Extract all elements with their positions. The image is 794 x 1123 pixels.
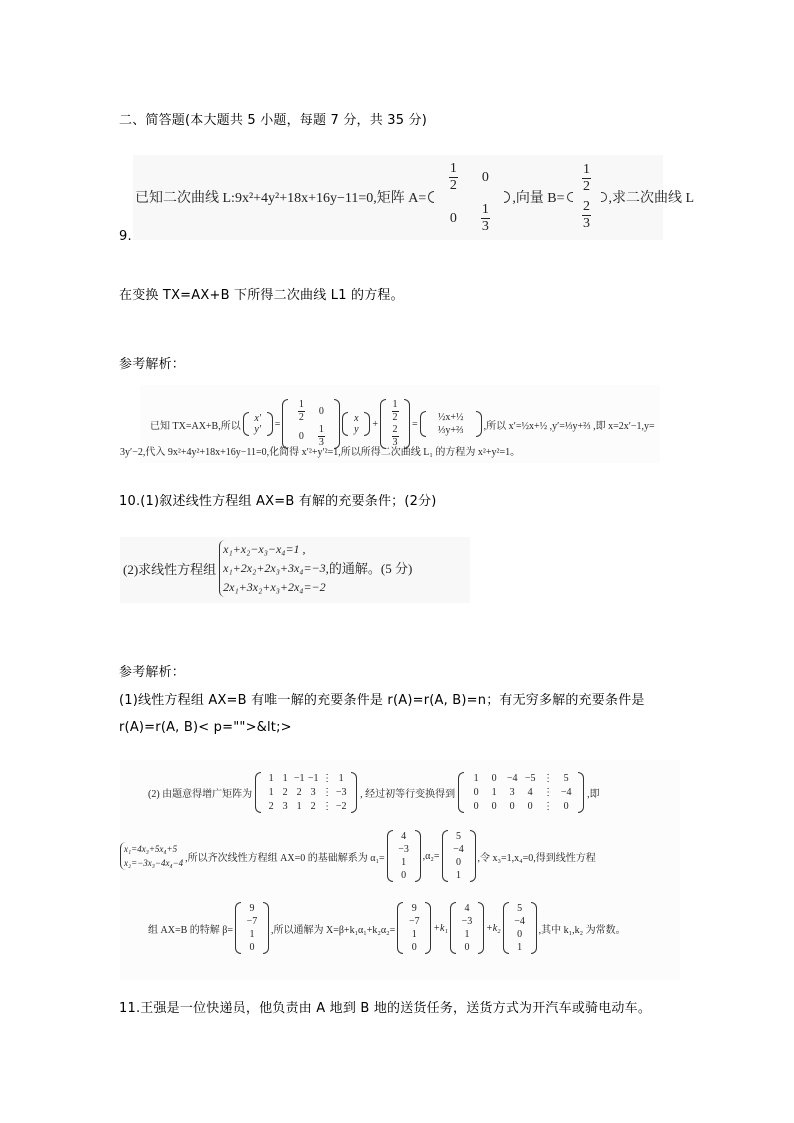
matrix-cell: 2 (282, 787, 288, 798)
matrix-cell: −1 (293, 773, 305, 784)
matrix-cell: 0 (491, 801, 497, 812)
matrix-cell: 3 (509, 787, 515, 798)
beta-vector (235, 902, 269, 954)
q11-text: 11.王强是一位快递员，他负责由 A 地到 B 地的送货任务，送货方式为开汽车或骑电动车。 (119, 1001, 652, 1016)
q10-answer-line1: (1)线性方程组 AX=B 有唯一解的充要条件是 r(A)=r(A, B)=n；有无穷多解的充要条件是 (119, 693, 645, 708)
q10-part2-prefix: (2)求线性方程组 (123, 562, 217, 577)
matrix-cell: 1 (401, 857, 407, 868)
q10-part2-image (120, 537, 470, 603)
solution-row1-mid: , 经过初等行变换得到 (360, 789, 456, 800)
matrix-cell: 4 (527, 787, 533, 798)
matrix-cell: −7 (246, 916, 258, 927)
matrix-cell: 0 (563, 801, 569, 812)
matrix-cell: 1 (268, 773, 274, 784)
matrix-cell: 2 (310, 801, 316, 812)
matrix-cell: 4 (464, 903, 470, 914)
augmented-matrix (255, 772, 357, 813)
q9-answer-image: 已知 TX=AX+B,所以 x′ y′ = $\frac{1}{2}$ 0 0 $\frac{1}{3}$ x y + $\frac{1}{2}$ $\frac{2}{3}$ = ½x+½ ⅓y+⅔ ,所以 x′=½x+½ ,y′=⅓y+⅔ ,即 x=2x′−1,y= 3y′−2,代入 9x²+4y²+18x+16y−11=0,化简得 x′²+y′²=1,所以所得二次曲线 L₁ 的方程为 x²+y²=1。 (140, 385, 660, 463)
matrix-cell: 3 (310, 787, 316, 798)
q10-part2-suffix: ,的通解。(5 分) (325, 561, 413, 576)
matrix-cell: 5 (456, 831, 461, 842)
matrix-cell: 1 (338, 773, 344, 784)
q9-answer-label: 参考解析： (119, 357, 186, 372)
matrix-cell: −3 (398, 844, 409, 855)
matrix-cell: −2 (335, 801, 347, 812)
matrix-cell: −3 (335, 787, 347, 798)
q9-question-image (133, 155, 695, 240)
matrix-cell: −1 (307, 773, 319, 784)
matrix-cell: 1 (282, 773, 288, 784)
equation-3: 2x₁+3x₂+x₃+2x₄=−2 (223, 580, 326, 594)
reduced-matrix (458, 772, 584, 813)
matrix-A: $\frac{1}{2}$ 0 0 $\frac{1}{3}$ (428, 191, 510, 203)
q10-answer-label: 参考解析： (119, 665, 186, 680)
matrix-cell: ⋮ (543, 773, 554, 784)
matrix-cell: 1 (464, 929, 470, 940)
matrix-cell: −4 (506, 773, 518, 784)
matrix-cell: 1 (411, 929, 417, 940)
matrix-cell: 0 (401, 870, 407, 881)
matrix-cell: −3 (461, 916, 473, 927)
system-eq-1: x₁=4x₃+5x₄+5 (124, 844, 178, 854)
matrix-cell: 0 (473, 801, 479, 812)
vector-B: $\frac{1}{2}$ $\frac{2}{3}$ (567, 192, 607, 202)
k1-term: +k₁ (433, 922, 448, 934)
alpha1-vector-2 (450, 902, 484, 954)
q9-continuation: 在变换 TX=AX+B 下所得二次曲线 L1 的方程。 (119, 288, 404, 303)
matrix-cell: 2 (268, 801, 274, 812)
matrix-cell: −4 (560, 787, 572, 798)
matrix-cell: 5 (563, 773, 569, 784)
alpha2-vector-2 (503, 902, 537, 954)
alpha2-vector (442, 830, 476, 882)
matrix-cell: 0 (456, 857, 461, 868)
matrix-cell: 0 (517, 929, 523, 940)
matrix-cell: 3 (282, 801, 288, 812)
matrix-cell: 5 (517, 903, 523, 914)
matrix-cell: −5 (524, 773, 536, 784)
q10-answer-line2: r(A)=r(A, B)< p="">&lt;> (119, 720, 292, 735)
q9-mid: ,向量 B= (512, 191, 565, 206)
matrix-cell: 2 (296, 787, 302, 798)
q10-part1: 10.(1)叙述线性方程组 AX=B 有解的充要条件；(2分) (119, 494, 437, 509)
matrix-cell: ⋮ (322, 787, 333, 798)
section-heading: 二、简答题(本大题共 5 小题，每题 7 分，共 35 分) (119, 113, 428, 128)
matrix-cell: −7 (408, 916, 420, 927)
matrix-cell: 0 (509, 801, 515, 812)
matrix-cell: 0 (473, 787, 479, 798)
matrix-cell: 1 (517, 942, 523, 953)
matrix-cell: 4 (401, 831, 407, 842)
system-eq-2: x₂=−3x₃−4x₄−4 (124, 858, 184, 868)
matrix-cell: ⋮ (543, 801, 554, 812)
matrix-cell: 1 (456, 870, 461, 881)
solution-row3-prefix: 组 AX=B 的特解 β= (148, 924, 233, 936)
equation-1: x₁+x₂−x₃−x₄=1 , (223, 542, 306, 556)
beta-vector-2 (397, 902, 431, 954)
matrix-cell: 1 (296, 801, 302, 812)
matrix-cell: ⋮ (322, 801, 333, 812)
q9-answer-line2: 3y′−2,代入 9x²+4y²+18x+16y−11=0,化简得 x′²+y′²=1,所以所得二次曲线 L₁ 的方程为 x²+y²=1。 (120, 447, 521, 458)
matrix-cell: 1 (249, 929, 255, 940)
solution-row2-mid: ,所以齐次线性方程组 AX=0 的基础解系为 α₁= (185, 852, 385, 864)
solution-row3-suffix: ,其中 k₁,k₂ 为常数。 (538, 924, 626, 936)
k2-term: +k₂ (485, 922, 501, 934)
alpha1-vector (387, 830, 421, 882)
solution-row1-prefix: (2) 由题意得增广矩阵为 (148, 789, 253, 800)
q9-number: 9. (119, 229, 132, 244)
solution-row1-suffix: ,即 (587, 789, 600, 800)
matrix-cell: 0 (527, 801, 533, 812)
q10-solution-image (120, 760, 680, 980)
q9-prefix: 已知二次曲线 L:9x²+4y²+18x+16y−11=0,矩阵 A= (135, 191, 427, 206)
matrix-cell: 0 (464, 942, 470, 953)
q9-answer-prefix: 已知 TX=AX+B,所以 (150, 420, 241, 432)
solution-row3-mid: ,所以通解为 X=β+k₁α₁+k₂α₂= (270, 924, 396, 936)
matrix-cell: ⋮ (543, 787, 554, 798)
equation-2: x₁+2x₂+2x₃+3x₄=−3 (223, 561, 326, 575)
alpha2-label: ,α₂= (422, 850, 440, 862)
matrix-cell: −4 (453, 844, 464, 855)
matrix-cell: 1 (473, 773, 479, 784)
matrix-cell: 9 (411, 903, 417, 914)
matrix-cell: 0 (491, 773, 497, 784)
matrix-cell: 1 (268, 787, 274, 798)
matrix-cell: −4 (514, 916, 525, 927)
q9-suffix: ,求二次曲线 L (608, 191, 695, 206)
matrix-cell: ⋮ (322, 773, 333, 784)
matrix-cell: 0 (249, 942, 255, 953)
matrix-cell: 0 (411, 942, 417, 953)
q9-answer-suffix: ,所以 x′=½x+½ ,y′=⅓y+⅔ ,即 x=2x′−1,y= (483, 420, 655, 432)
matrix-cell: 9 (249, 903, 255, 914)
solution-row2-suffix: ,令 x₃=1,x₄=0,得到线性方程 (477, 852, 596, 864)
matrix-cell: 1 (491, 787, 497, 798)
